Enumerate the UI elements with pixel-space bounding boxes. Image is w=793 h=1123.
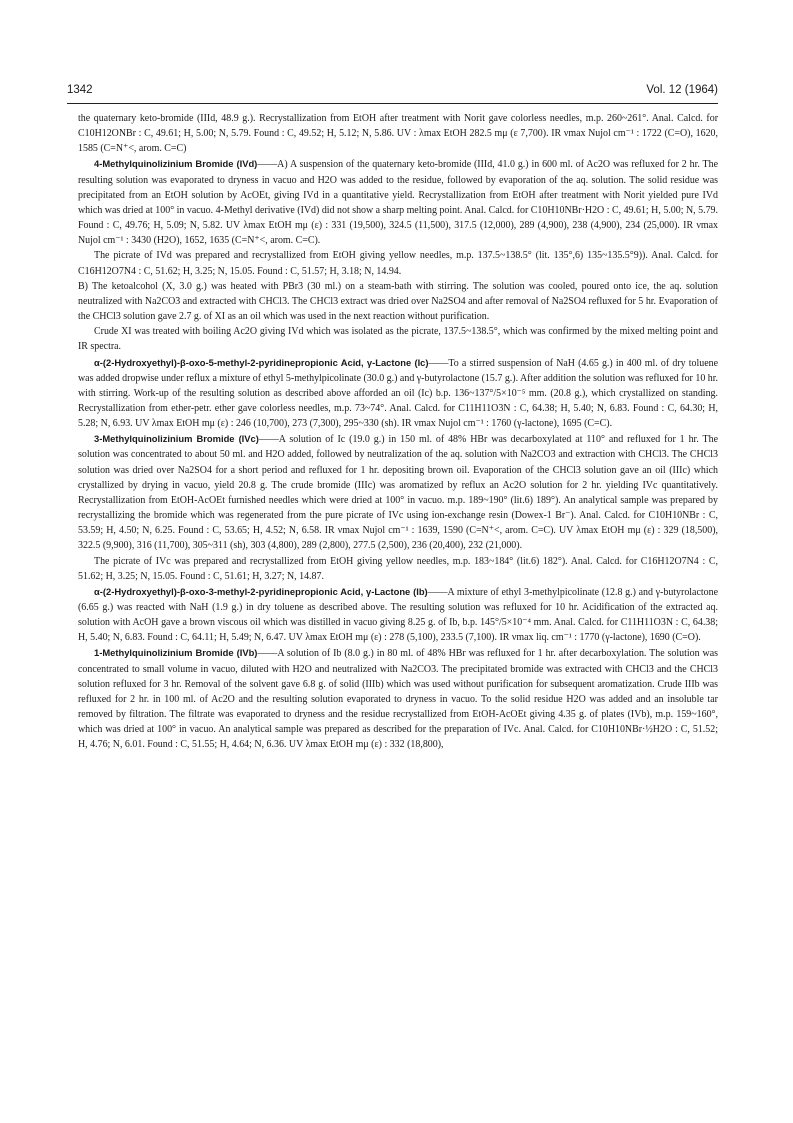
section-heading: 3-Methylquinolizinium Bromide (IVc) <box>94 433 259 445</box>
paragraph <box>78 324 718 354</box>
paragraph-text: ——A solution of Ic (19.0 g.) in 150 ml. of 48% HBr was decarboxylated at 110° and refluxed for 1 hr. The solution was concentrated to about 50 ml. and H2O added, followed by neutralization of the aq. solution with Na2CO3 and extraction with CHCl3. The CHCl3 solution was dried over Na2SO4 for a short period and refluxed for 1 hr. depositing brown oil. Evaporation of the CHCl3 solution gave an oil (IIIc) which crystallized by drying in vacuo, yield 20.8 g. The crude bromide (IIIc) was aromatized by reflux an Ac2O solution for 2 hr. yielding IVc quantitatively. Recrystallization from EtOH-AcOEt furnished needles which were dried at 100° in vacuo. m.p. 189~190° (lit.6) 189°). An analytical sample was prepared by recrystallizing the bromide which was regenerated from the pure picrate of IVc using ion-exchange resin (Dowex-1 Br⁻). Anal. Calcd. for C10H10NBr : C, 53.59; H, 4.50; N, 6.25. Found : C, 53.65; H, 4.52; N, 6.58. IR νmax Nujol cm⁻¹ : 1639, 1590 (C=N⁺<, arom. C=C). UV λmax EtOH mμ (ε) : 329 (18,500), 322.5 (9,900), 316 (11,700), 305~311 (sh), 303 (4,800), 289 (2,800), 277.5 (2,500), 236 (20,400), 232 (21,000). <box>78 434 719 552</box>
paragraph-text: ——A mixture of ethyl 3-methylpicolinate (12.8 g.) and γ-butyrolactone (6.65 g.) was reacted with NaH (1.9 g.) in dry toluene as described above. The resulting solution was refluxed for 10 hr. Acidification of the extracted aq. solution with AcOH gave a brown viscous oil which was distilled in vacuo giving 8.25 g. of Ib, b.p. 145°/5×10⁻⁴ mm. Anal. Calcd. for C11H11O3N : C, 64.38; H, 5.40; N, 6.83. Found : C, 64.11; H, 5.49; N, 6.47. UV λmax EtOH mμ (ε) : 278 (5,100), 233.5 (7,100). IR νmax liq. cm⁻¹ : 1770 (γ-lactone), 1690 (C=O). <box>78 586 718 644</box>
paragraph-text: B) The ketoalcohol (X, 3.0 g.) was heated with PBr3 (30 ml.) on a steam-bath with stirring. The solution was cooled, poured onto ice, the aq. solution neutralized with Na2CO3 and extracted with CHCl3. The CHCl3 extract was dried over Na2SO4 and after removal of Na2SO4 refluxed for 5 hr. Evaporation of the CHCl3 solution gave 2.7 g. of XI as an oil which was used in the next reaction without purification. <box>78 280 718 323</box>
article-body <box>78 111 718 753</box>
section-heading: 1-Methylquinolizinium Bromide (IVb) <box>94 647 258 659</box>
paragraph-text: The picrate of IVd was prepared and recrystallized from EtOH giving yellow needles, m.p. 137.5~138.5° (lit. 135°,6) 135~135.5°9)). Anal. Calcd. for C16H12O7N4 : C, 51.62; H, 3.25; N, 15.05. Found : C, 51.57; H, 3.18; N, 14.94. <box>78 250 718 277</box>
section-heading: 4-Methylquinolizinium Bromide (IVd) <box>94 158 258 170</box>
paragraph-text: ——A) A suspension of the quaternary keto-bromide (IIId, 41.0 g.) in 600 ml. of Ac2O was refluxed for 2 hr. The resulting solution was evaporated to dryness in vacuo and H2O was added to the residue, followed by evaporation of the aq. solution. The solid residue was precipitated from an EtOH solution by AcOEt, giving IVd in a quantitative yield. Recrystallization from EtOH after treatment with Norit yielded pure IVd which was dried at 100° in vacuo. 4-Methyl derivative (IVd) did not show a sharp melting point. Anal. Calcd. for C10H10NBr·H2O : C, 49.61; H, 5.00; N, 5.79. Found : C, 49.76; H, 5.09; N, 5.82. UV λmax EtOH mμ (ε) : 331 (19,500), 324.5 (11,500), 317.5 (12,000), 289 (4,900), 238 (4,900), 234 (25,000). IR νmax Nujol cm⁻¹ : 3430 (H2O), 1652, 1635 (C=N⁺<, arom. C=C). <box>78 159 718 247</box>
paragraph <box>78 248 718 278</box>
paragraph <box>78 279 718 324</box>
running-header <box>67 84 718 100</box>
section-heading: α-(2-Hydroxyethyl)-β-oxo-5-methyl-2-pyridinepropionic Acid, γ-Lactone (Ic) <box>94 356 429 368</box>
paragraph <box>78 355 718 432</box>
paragraph-text: ——A solution of Ib (8.0 g.) in 80 ml. of 48% HBr was refluxed for 1 hr. after decarboxylation. The solution was concentrated to small volume in vacuo, diluted with H2O and neutralized with Na2CO3. The precipitated bromide was extracted with CHCl3 and the CHCl3 solution refluxed for 3 hr. Removal of the solvent gave 6.8 g. of solid (IIIb) which was used without purification for subsequent aromatization. Crude IIIb was refluxed for 2 hr. in 100 ml. of Ac2O and the resulting solution evaporated to dryness in vacuo. To the solid residue H2O was added and an insoluble tar removed by filtration. The filtrate was evaporated to dryness and the residue recrystallized from EtOH-AcOEt giving 4.35 g. of plates (IVb), m.p. 159~160°, which was dried at 100° in vacuo. An analytical sample was prepared as described for the preparation of IVc. Anal. Calcd. for C10H10NBr·½H2O : C, 51.52; H, 4.76; N, 6.01. Found : C, 51.55; H, 4.64; N, 6.36. UV λmax EtOH mμ (ε) : 332 (18,800), <box>78 648 718 751</box>
paragraph-text: ——To a stirred suspension of NaH (4.65 g.) in 400 ml. of dry toluene was added dropwise under reflux a mixture of ethyl 5-methylpicolinate (30.0 g.) and γ-butyrolactone (15.7 g.). After addition the solution was refluxed for 10 hr. with stirring. Work-up of the resulting solution as described above afforded an oil (Ic) b.p. 136~137°/5×10⁻⁵ mm. (20.8 g.), which crystallized on standing. Recrystallization from ether-petr. ether gave colorless needles, m.p. 73~74°. Anal. Calcd. for C11H11O3N : C, 64.38; H, 5.40; N, 6.83. Found : C, 64.30; H, 5.28; N, 6.93. UV λmax EtOH mμ (ε) : 246 (10,700), 273 (7,300), 295~330 (sh). IR νmax Nujol cm⁻¹ : 1760 (γ-lactone), 1695 (C=C). <box>78 357 718 430</box>
paragraph <box>78 584 718 646</box>
paragraph-text: Crude XI was treated with boiling Ac2O giving IVd which was isolated as the picrate, 137.5~138.5°, which was confirmed by the mixed melting point and IR spectra. <box>78 326 718 353</box>
paragraph <box>78 111 718 156</box>
paragraph <box>78 554 718 584</box>
paragraph <box>78 156 718 248</box>
paragraph <box>78 431 718 553</box>
paragraph-text: The picrate of IVc was prepared and recrystallized from EtOH giving yellow needles, m.p. 183~184° (lit.6) 182°). Anal. Calcd. for C16H12O7N4 : C, 51.62; H, 3.25; N, 15.05. Found : C, 51.61; H, 3.27; N, 14.87. <box>78 555 718 582</box>
paragraph <box>78 645 718 752</box>
section-heading: α-(2-Hydroxyethyl)-β-oxo-3-methyl-2-pyridinepropionic Acid, γ-Lactone (Ib) <box>94 585 428 597</box>
volume-label: Vol. 12 (1964) <box>646 84 718 96</box>
paragraph-text: the quaternary keto-bromide (IIId, 48.9 g.). Recrystallization from EtOH after treatment with Norit gave colorless needles, m.p. 260~261°. Anal. Calcd. for C10H12ONBr : C, 49.61; H, 5.00; N, 5.79. Found : C, 49.52; H, 5.12; N, 5.86. UV : λmax EtOH 282.5 mμ (ε 7,700). IR νmax Nujol cm⁻¹ : 1722 (C=O), 1620, 1585 (C=N⁺<, arom. C=C) <box>78 113 718 155</box>
page-number: 1342 <box>67 84 93 96</box>
header-rule <box>67 103 718 104</box>
